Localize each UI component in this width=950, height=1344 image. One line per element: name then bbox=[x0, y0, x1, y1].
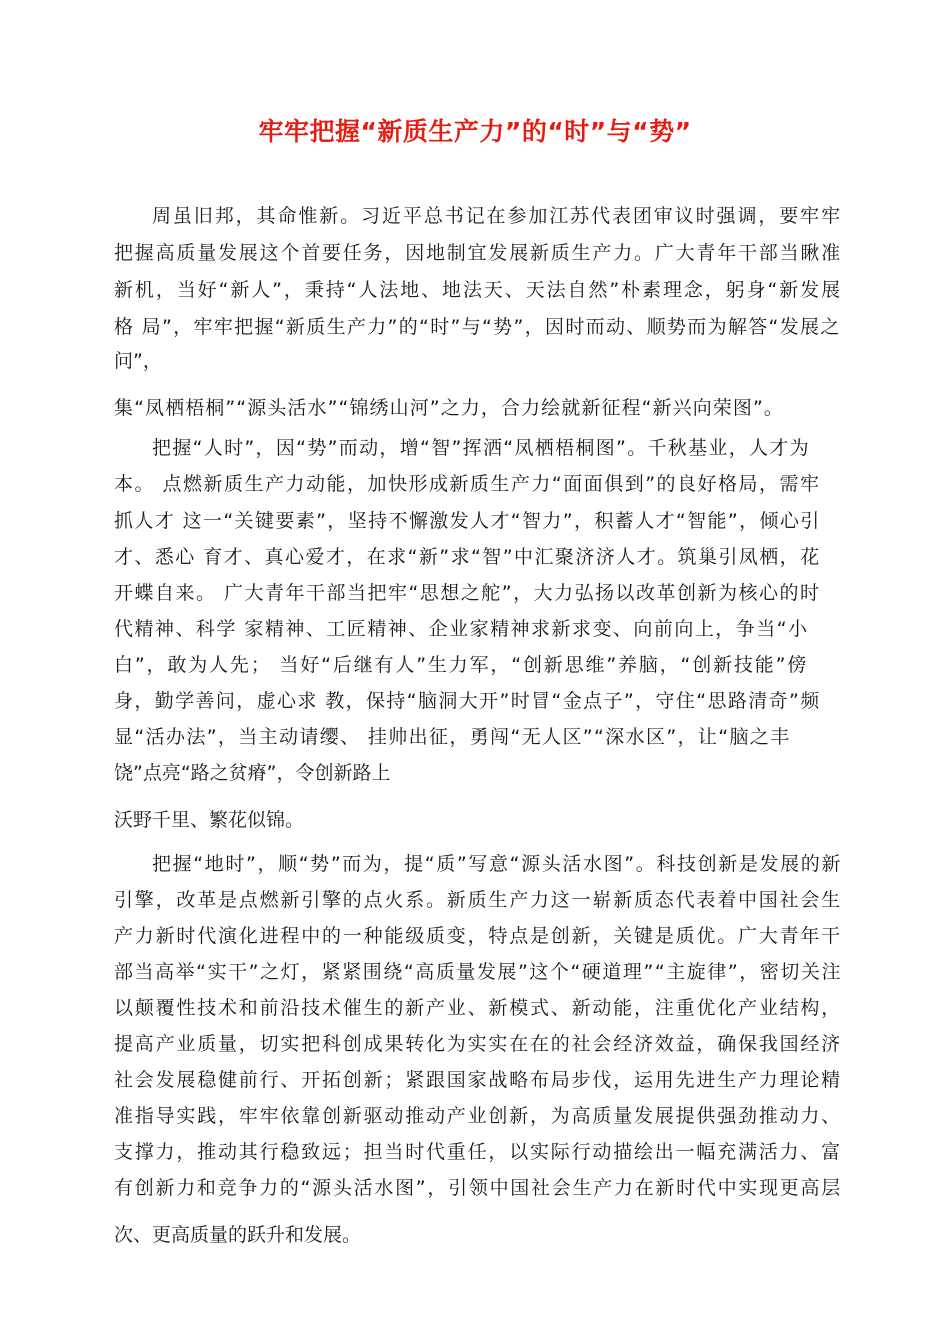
text-line: 把握“地时”，顺“势”而为，提“质”写意“源头活水图”。科技创新是发展的新 bbox=[152, 853, 842, 875]
text-line: 身，勤学善问，虚心求 教，保持“脑洞大开”时冒“金点子”，守住“思路清奇”频 bbox=[114, 690, 821, 712]
text-line: 集“凤栖梧桐”“源头活水”“锦绣山河”之力，合力绘就新征程“新兴向荣图”。 bbox=[114, 397, 784, 419]
text-line: 代精神、科学 家精神、工匠精神、企业家精神求新求变、向前向上，争当“小 bbox=[114, 618, 809, 640]
text-line: 问”， bbox=[114, 350, 162, 372]
text-line: 抓人才 这一“关键要素”，坚持不懈激发人才“智力”，积蓄人才“智能”，倾心引 bbox=[114, 510, 821, 532]
text-line: 新机，当好“新人”，秉持“人法地、地法天、天法自然”朴素理念，躬身“新发展 bbox=[114, 279, 842, 301]
text-line: 社会发展稳健前行、开拓创新；紧跟国家战略布局步伐，运用先进生产力理论精 bbox=[114, 1069, 842, 1091]
text-line: 开蝶自来。 广大青年干部当把牢“思想之舵”，大力弘扬以改革创新为核心的时 bbox=[114, 582, 821, 604]
text-line: 显“活办法”，当主动请缨、 挂帅出征，勇闯“无人区”“深水区”，让“脑之丰 bbox=[114, 726, 791, 748]
text-line: 支撑力，推动其行稳致远；担当时代重任，以实际行动描绘出一幅充满活力、富 bbox=[114, 1141, 842, 1163]
text-line: 沃野千里、繁花似锦。 bbox=[114, 809, 305, 831]
text-line: 准指导实践，牢牢依靠创新驱动推动产业创新，为高质量发展提供强劲推动力、 bbox=[114, 1105, 842, 1127]
text-line: 提高产业质量，切实把科创成果转化为实实在在的社会经济效益，确保我国经济 bbox=[114, 1033, 842, 1055]
text-line: 才、悉心 育才、真心爱才，在求“新”求“智”中汇聚济济人才。筑巢引凤栖，花 bbox=[114, 546, 821, 568]
text-line: 引擎，改革是点燃新引擎的点火系。新质生产力这一崭新质态代表着中国社会生 bbox=[114, 889, 842, 911]
document-title: 牢牢把握“新质生产力”的“时”与“势” bbox=[258, 117, 692, 146]
text-line: 以颠覆性技术和前沿技术催生的新产业、新模式、新动能，注重优化产业结构， bbox=[114, 997, 842, 1019]
text-line: 白”，敢为人先； 当好“后继有人”生力军，“创新思维”养脑，“创新技能”傍 bbox=[114, 654, 809, 676]
text-line: 有创新力和竞争力的“源头活水图”，引领中国社会生产力在新时代中实现更高层 bbox=[114, 1177, 842, 1199]
text-line: 产力新时代演化进程中的一种能级质变，特点是创新，关键是质优。广大青年干 bbox=[114, 925, 842, 947]
text-line: 饶”点亮“路之贫瘠”，令创新路上 bbox=[114, 762, 391, 784]
text-line: 格 局”，牢牢把握“新质生产力”的“时”与“势”，因时而动、顺势而为解答“发展之 bbox=[114, 316, 841, 338]
text-line: 把握高质量发展这个首要任务，因地制宜发展新质生产力。广大青年干部当瞅准 bbox=[114, 242, 842, 264]
text-line: 本。 点燃新质生产力动能，加快形成新质生产力“面面俱到”的良好格局，需牢 bbox=[114, 473, 821, 495]
text-line: 次、更高质量的跃升和发展。 bbox=[114, 1224, 362, 1246]
text-line: 周虽旧邦，其命惟新。习近平总书记在参加江苏代表团审议时强调，要牢牢 bbox=[152, 205, 842, 227]
text-line: 把握“人时”，因“势”而动，增“智”挥洒“凤栖梧桐图”。千秋基业，人才为 bbox=[152, 437, 810, 459]
text-line: 部当高举“实干”之灯，紧紧围绕“高质量发展”这个“硬道理”“主旋律”，密切关注 bbox=[114, 961, 842, 983]
